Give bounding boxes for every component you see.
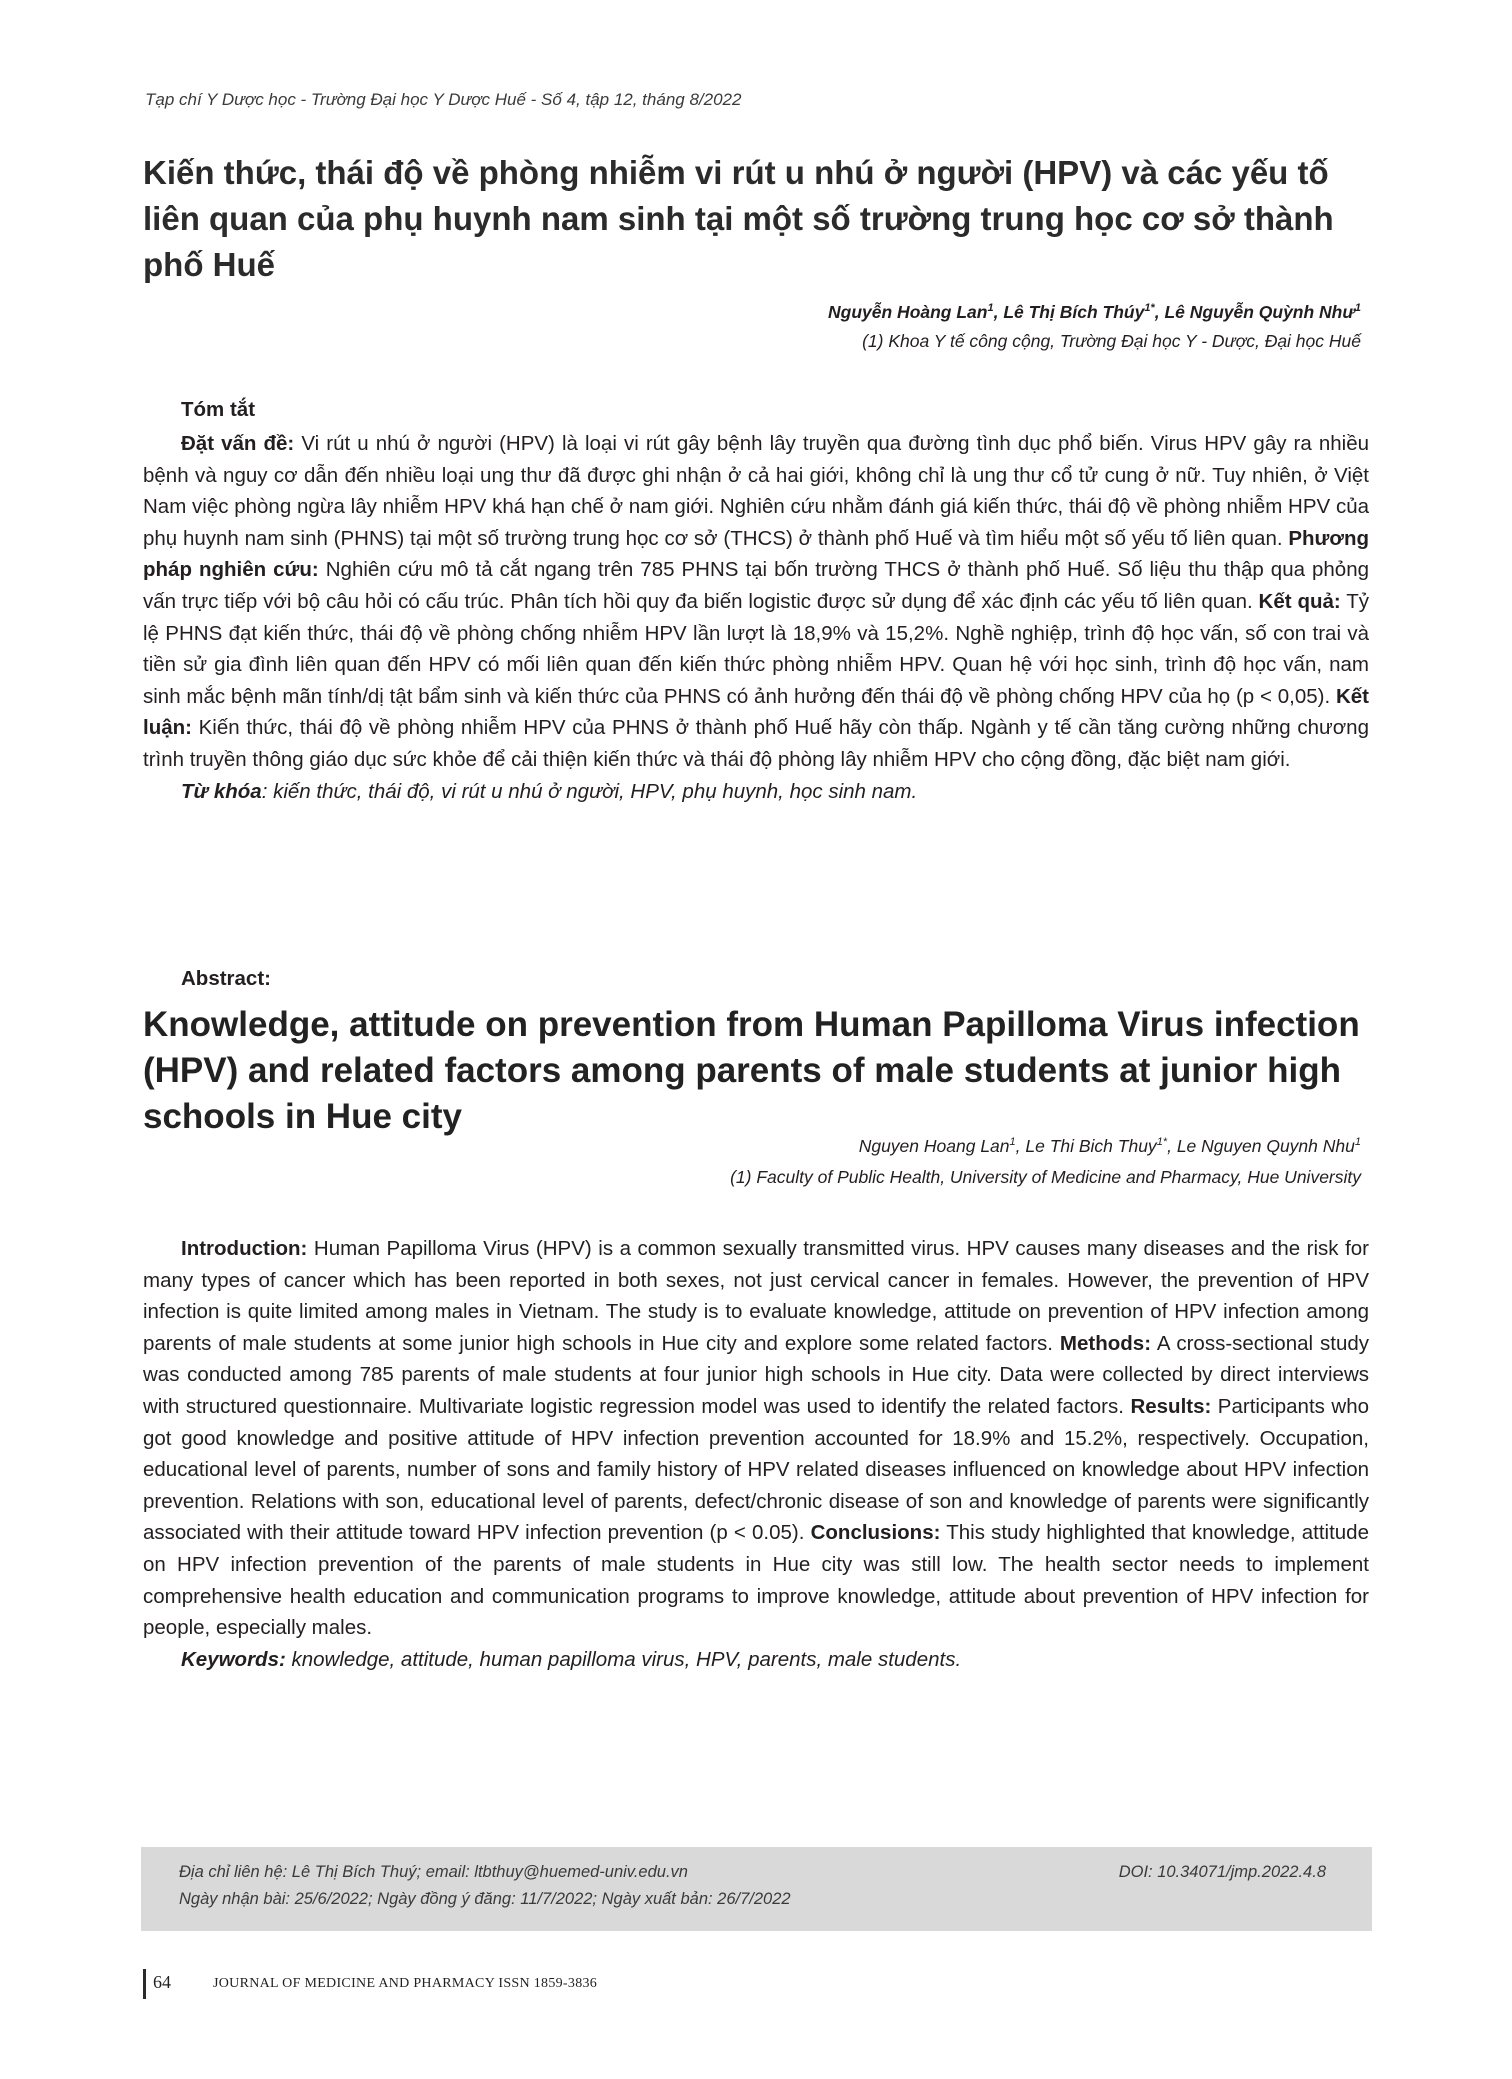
author-affiliation-mark: 1 bbox=[1354, 302, 1361, 315]
abstract-paragraph bbox=[143, 1233, 1369, 1644]
vietnamese-abstract bbox=[143, 428, 1369, 807]
author-separator: , bbox=[1167, 1136, 1177, 1156]
author-affiliation-mark: 1 bbox=[987, 302, 994, 315]
correspondence-box bbox=[141, 1847, 1372, 1931]
intro-label: Đặt vấn đề: bbox=[181, 432, 295, 455]
keywords-text: : kiến thức, thái độ, vi rút u nhú ở người, HPV, phụ huynh, học sinh nam. bbox=[261, 779, 918, 803]
results-text: Participants who got good knowledge and positive attitude of HPV infection prevention accounted for 18.9% and 15.2%, respectively. Occupation, educational level of parents, number of sons and family history of HPV related diseases influenced on knowledge about HPV infection prevention. Relations with son, educational level of parents, defect/chronic disease of son and knowledge of parents were significantly associated with their attitude toward HPV infection prevention (p < 0.05). bbox=[143, 1394, 1369, 1545]
conclusion-label: Kết luận: bbox=[143, 684, 1369, 740]
english-affiliation: (1) Faculty of Public Health, University of Medicine and Pharmacy, Hue University bbox=[730, 1167, 1361, 1187]
author-name: Nguyen Hoang Lan bbox=[858, 1136, 1010, 1156]
author-affiliation-mark: 1 bbox=[1354, 1136, 1361, 1149]
results-text: Tỷ lệ PHNS đạt kiến thức, thái độ về phòng chống nhiễm HPV lần lượt là 18,9% và 15,2%. Nghề nghiệp, trình độ học vấn, số con trai và tiền sử gia đình liên quan đến HPV có mối liên quan đến kiến thức phòng nhiễm HPV. Quan hệ với học sinh, trình độ học vấn, nam sinh mắc bệnh mãn tính/dị tật bẩm sinh và kiến thức của PHNS có ảnh hưởng đến thái độ về phòng chống HPV của họ (p < 0,05). bbox=[143, 589, 1369, 708]
doi-line: DOI: 10.34071/jmp.2022.4.8 bbox=[1118, 1863, 1326, 1881]
methods-label: Phương pháp nghiên cứu: bbox=[143, 526, 1369, 582]
vietnamese-authors bbox=[828, 302, 1361, 323]
author-affiliation-mark: 1* bbox=[1144, 302, 1155, 315]
author-name: Lê Nguyễn Quỳnh Như bbox=[1164, 302, 1355, 322]
dates-line: Ngày nhận bài: 25/6/2022; Ngày đồng ý đăng: 11/7/2022; Ngày xuất bản: 26/7/2022 bbox=[179, 1890, 791, 1908]
author-affiliation-mark: 1 bbox=[1009, 1136, 1016, 1149]
conclusion-label: Conclusions: bbox=[810, 1521, 941, 1545]
keywords-line bbox=[143, 1644, 1369, 1676]
intro-text: Vi rút u nhú ở người (HPV) là loại vi rút gây bệnh lây truyền qua đường tình dục phổ biến. Virus HPV gây ra nhiều bệnh và nguy cơ dẫn đến nhiều loại ung thư đã được ghi nhận ở cả hai giới, không chỉ là ung thư cổ tử cung ở nữ. Tuy nhiên, ở Việt Nam việc phòng ngừa lây nhiễm HPV khá hạn chế ở nam giới. Nghiên cứu nhằm đánh giá kiến thức, thái độ về phòng nhiễm HPV của phụ huynh nam sinh (PHNS) tại một số trường trung học cơ sở (THCS) ở thành phố Huế và tìm hiểu một số yếu tố liên quan. bbox=[143, 432, 1370, 550]
running-title: JOURNAL OF MEDICINE AND PHARMACY ISSN 1859-3836 bbox=[213, 1976, 598, 1991]
author-separator: , bbox=[1154, 302, 1165, 322]
methods-text: A cross-sectional study was conducted among 785 parents of male students at four junior high schools in Hue city. Data were collected by direct interviews with structured questionnaire. Multivariate logistic regression model was used to identify the related factors. bbox=[143, 1331, 1369, 1418]
methods-text: Nghiên cứu mô tả cắt ngang trên 785 PHNS tại bốn trường THCS ở thành phố Huế. Số liệu thu thập qua phỏng vấn trực tiếp với bộ câu hỏi có cấu trúc. Phân tích hồi quy đa biến logistic được sử dụng để xác định các yếu tố liên quan. bbox=[143, 558, 1370, 613]
author-affiliation-mark: 1* bbox=[1156, 1136, 1168, 1149]
english-authors bbox=[859, 1136, 1361, 1157]
intro-text: Human Papilloma Virus (HPV) is a common sexually transmitted virus. HPV causes many diseases and the risk for many types of cancer which has been reported in both sexes, not just cervical cancer in females. However, the prevention of HPV infection is quite limited among males in Vietnam. The study is to evaluate knowledge, attitude on prevention of HPV infection among parents of male students at some junior high schools in Hue city and explore some related factors. bbox=[143, 1237, 1369, 1355]
conclusion-text: Kiến thức, thái độ về phòng nhiễm HPV của PHNS ở thành phố Huế hãy còn thấp. Ngành y tế cần tăng cường những chương trình truyền thông giáo dục sức khỏe để cải thiện kiến thức và thái độ phòng lây nhiễm HPV cho cộng đồng, đặc biệt nam giới. bbox=[143, 716, 1369, 771]
methods-label: Methods: bbox=[1059, 1331, 1152, 1355]
page-number: 64 bbox=[153, 1972, 171, 1992]
abstract-paragraph bbox=[143, 428, 1369, 776]
contact-line: Địa chỉ liên hệ: Lê Thị Bích Thuý; email: ltbthuy@huemed-univ.edu.vn bbox=[179, 1863, 688, 1881]
author-name: Le Nguyen Quynh Nhu bbox=[1176, 1136, 1355, 1156]
keywords-label: Keywords: bbox=[181, 1647, 286, 1671]
vietnamese-affiliation: (1) Khoa Y tế công cộng, Trường Đại học Y - Dược, Đại học Huế bbox=[862, 331, 1361, 351]
abstract-heading-en: Abstract: bbox=[181, 967, 271, 990]
author-name: Nguyễn Hoàng Lan bbox=[828, 302, 988, 322]
vietnamese-title: Kiến thức, thái độ về phòng nhiễm vi rút u nhú ở người (HPV) và các yếu tố liên quan của phụ huynh nam sinh tại một số trường trung học cơ sở thành phố Huế bbox=[143, 154, 1334, 283]
keywords-line bbox=[143, 776, 1369, 808]
keywords-text: knowledge, attitude, human papilloma virus, HPV, parents, male students. bbox=[285, 1647, 962, 1671]
author-separator: , bbox=[1015, 1136, 1026, 1156]
english-title: Knowledge, attitude on prevention from Human Papilloma Virus infection (HPV) and related factors among parents of male students at junior high schools in Hue city bbox=[143, 1005, 1360, 1136]
journal-header: Tạp chí Y Dược học - Trường Đại học Y Dược Huế - Số 4, tập 12, tháng 8/2022 bbox=[145, 90, 742, 109]
abstract-heading-vi: Tóm tắt bbox=[181, 398, 256, 421]
intro-label: Introduction: bbox=[181, 1237, 308, 1260]
keywords-label: Từ khóa bbox=[181, 779, 262, 803]
english-abstract bbox=[143, 1233, 1369, 1675]
conclusion-text: This study highlighted that knowledge, attitude on HPV infection prevention of the parents of male students in Hue city was still low. The health sector needs to implement comprehensive health education and communication programs to improve knowledge, attitude about prevention of HPV infection for people, especially males. bbox=[143, 1521, 1369, 1640]
results-label: Results: bbox=[1130, 1394, 1212, 1418]
author-separator: , bbox=[993, 302, 1004, 322]
author-name: Lê Thị Bích Thúy bbox=[1003, 302, 1145, 322]
page-number-rule bbox=[143, 1969, 146, 1999]
author-name: Le Thi Bich Thuy bbox=[1025, 1136, 1157, 1156]
results-label: Kết quả: bbox=[1258, 589, 1341, 613]
